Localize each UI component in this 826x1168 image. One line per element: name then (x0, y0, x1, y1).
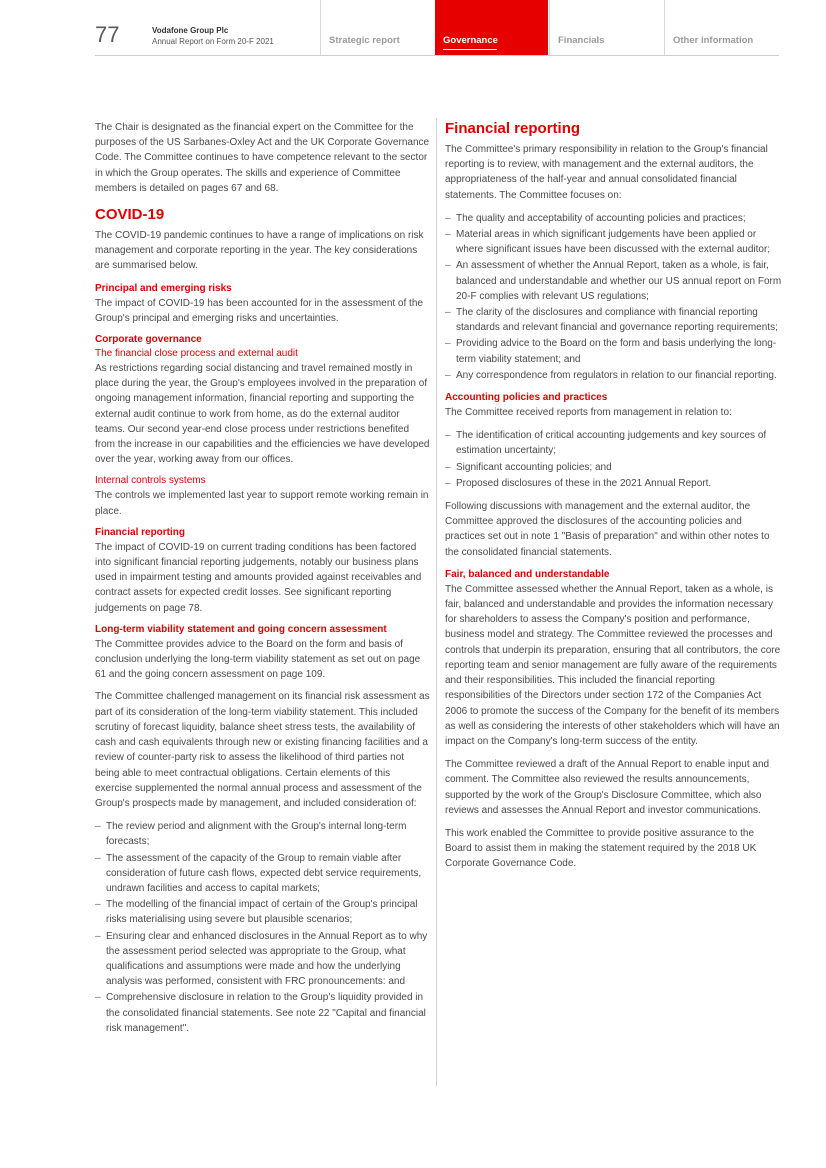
financial-reporting-heading: Financial reporting (445, 120, 581, 137)
tab-governance[interactable] (435, 0, 548, 55)
accounting-follow-paragraph: Following discussions with management and the external auditor, the Committee approved the disclosures of the accounting policies and practices set out in note 1 "Basis of preparation" and within other notes to the consolidated financial statements. (445, 501, 770, 558)
close-process-text: As restrictions regarding social distancing and travel remained mostly in place during the year, the Group's employees involved in the preparation of ongoing management information, financial reporting and supporting the external audit continue to work from home, as do the external auditor teams. Our second year-end close process under restrictions benefited from the increase in our capabilities and the efficiencies we have developed over the year, working away from our offices. (95, 363, 430, 466)
corporate-governance-heading: Corporate governance (95, 334, 202, 346)
intro-paragraph: The Chair is designated as the financial expert on the Committee for the purposes of the US Sarbanes-Oxley Act and the UK Corporate Governance Code. The Committee continues to have competence relevant to the sector in which the Group operates. The skills and experience of Committee members is detailed on pages 67 and 68. (95, 122, 430, 194)
tab-label: Other information (673, 35, 754, 46)
viability-text: The Committee provides advice to the Board on the form and basis of conclusion underlying the long-term viability statement as set out on page 61 and the going concern assessment on page 109. (95, 638, 421, 681)
accounting-policies-heading: Accounting policies and practices (445, 392, 608, 404)
list-item: – The clarity of the disclosures and compliance with financial reporting standards and relevant financial and governance reporting requirements; (445, 305, 782, 335)
internal-controls-heading: Internal controls systems (95, 475, 206, 487)
active-tab-underline (443, 49, 497, 50)
list-item: – Any correspondence from regulators in relation to our financial reporting. (445, 368, 782, 383)
list-item: – Comprehensive disclosure in relation to the Group's liquidity provided in the consolidated financial statements. See note 22 "Capital and financial risk management". (95, 990, 430, 1036)
company-name: Vodafone Group Plc (152, 26, 229, 35)
list-item: – The review period and alignment with the Group's internal long-term forecasts; (95, 819, 430, 849)
list-item: – The quality and acceptability of accounting policies and practices; (445, 211, 782, 226)
tab-strategic-report[interactable] (320, 0, 435, 55)
financial-reporting-covid-text: The impact of COVID-19 on current trading conditions has been factored into significant financial reporting judgements, notably our business plans used in impairment testing and amounts provided against receivables and contract assets for expected credit losses. See significant reporting judgements on page 78. (95, 541, 422, 614)
viability-heading: Long-term viability statement and going concern assessment (95, 623, 387, 635)
list-item: – An assessment of whether the Annual Report, taken as a whole, is fair, balanced and understandable and whether our US annual report on Form 20-F complies with relevant US regulations; (445, 258, 782, 304)
list-item: – Ensuring clear and enhanced disclosures in the Annual Report as to why the assessment period selected was appropriate to the Group, what qualifications and assumptions were made and how the underlying analysis was performed, consistent with FRC pronouncements: and (95, 929, 430, 990)
accounting-bullet-list (445, 428, 782, 491)
principal-risks-section (95, 282, 430, 326)
column-divider (436, 118, 437, 1086)
page-number: 77 (95, 22, 120, 47)
fair-balanced-heading: Fair, balanced and understandable (445, 568, 610, 580)
viability-bullet-list (95, 819, 430, 1036)
list-item: – Proposed disclosures of these in the 2021 Annual Report. (445, 476, 782, 491)
financial-reporting-intro: The Committee's primary responsibility in relation to the Group's financial reporting is to review, with management and the external auditors, the appropriateness of the half-year and annual consolidated financial statements. The Committee focuses on: (445, 144, 768, 201)
focus-bullet-list (445, 211, 782, 383)
tab-label: Financials (558, 35, 605, 46)
tab-label: Strategic report (329, 35, 400, 46)
principal-risks-text: The impact of COVID-19 has been accounted for in the assessment of the Group's principal and emerging risks and uncertainties. (95, 297, 423, 324)
tab-financials[interactable] (549, 0, 664, 55)
financial-reporting-covid-section (95, 526, 430, 616)
list-item: – The assessment of the capacity of the Group to remain viable after consideration of future cash flows, expected debt service requirements, undrawn facilities and access to capital markets; (95, 851, 430, 897)
covid-intro: The COVID-19 pandemic continues to have a range of implications on risk management and corporate reporting in the year. The key considerations are summarised below. (95, 230, 424, 272)
corporate-governance-section (95, 333, 430, 467)
tab-label: Governance (443, 35, 498, 46)
draft-review-paragraph: The Committee reviewed a draft of the Annual Report to enable input and comment. The Committee also reviewed the results announcements, supported by the work of the Group's Disclosure Committee, which also reviews and assesses the Annual Report and investor communications. (445, 759, 770, 816)
internal-controls-text: The controls we implemented last year to support remote working remain in place. (95, 490, 429, 517)
principal-risks-heading: Principal and emerging risks (95, 282, 232, 294)
assurance-paragraph: This work enabled the Committee to provide positive assurance to the Board to assist them in making the statement required by the 2018 UK Corporate Governance Code. (445, 827, 757, 870)
report-title: Annual Report on Form 20-F 2021 (152, 37, 274, 46)
page-header (95, 0, 779, 56)
tab-other-information[interactable] (664, 0, 780, 55)
right-column (445, 120, 782, 880)
list-item: – Providing advice to the Board on the form and basis underlying the long-term viability statement; and (445, 336, 782, 366)
left-column (95, 120, 430, 1044)
list-item: – Material areas in which significant judgements have been applied or where significant issues have been discussed with the external auditor; (445, 227, 782, 257)
challenge-paragraph: The Committee challenged management on its financial risk assessment as part of its consideration of the long-term viability statement. This included scrutiny of forecast liquidity, balance sheet stress tests, the availability of cash and cash equivalents through new or existing financing facilities and a review of counter-party risk to assess the likelihood of third parties not being able to meet contractual obligations. Certain elements of this exercise supplemented the normal annual process and assessment of the Group's prospects made by management, and included consideration of: (95, 691, 430, 809)
list-item: – Significant accounting policies; and (445, 460, 782, 475)
internal-controls-section (95, 474, 430, 518)
list-item: – The modelling of the financial impact of certain of the Group's principal risks materialising using severe but plausible scenarios; (95, 897, 430, 927)
covid-heading: COVID-19 (95, 206, 165, 224)
accounting-policies-intro: The Committee received reports from management in relation to: (445, 407, 732, 419)
financial-reporting-covid-heading: Financial reporting (95, 526, 186, 538)
fair-balanced-text: The Committee assessed whether the Annual Report, taken as a whole, is fair, balanced and understandable and provides the information necessary for shareholders to assess the Company's position and performance, business model and strategy. The Committee reviewed the processes and controls that underpin its preparation, ensuring that all contributors, the core reporting team and senior management are fully aware of the requirements and their responsibilities. This included the financial reporting responsibilities of the Directors under section 172 of the Companies Act 2006 to promote the success of the Company for the benefit of its members as well as considering the interests of other stakeholders which will have an impact on the Company's long-term success of the entity. (445, 583, 781, 747)
list-item: – The identification of critical accounting judgements and key sources of estimation uncertainty; (445, 428, 782, 458)
close-process-heading: The financial close process and external audit (95, 348, 298, 360)
viability-section (95, 623, 430, 683)
